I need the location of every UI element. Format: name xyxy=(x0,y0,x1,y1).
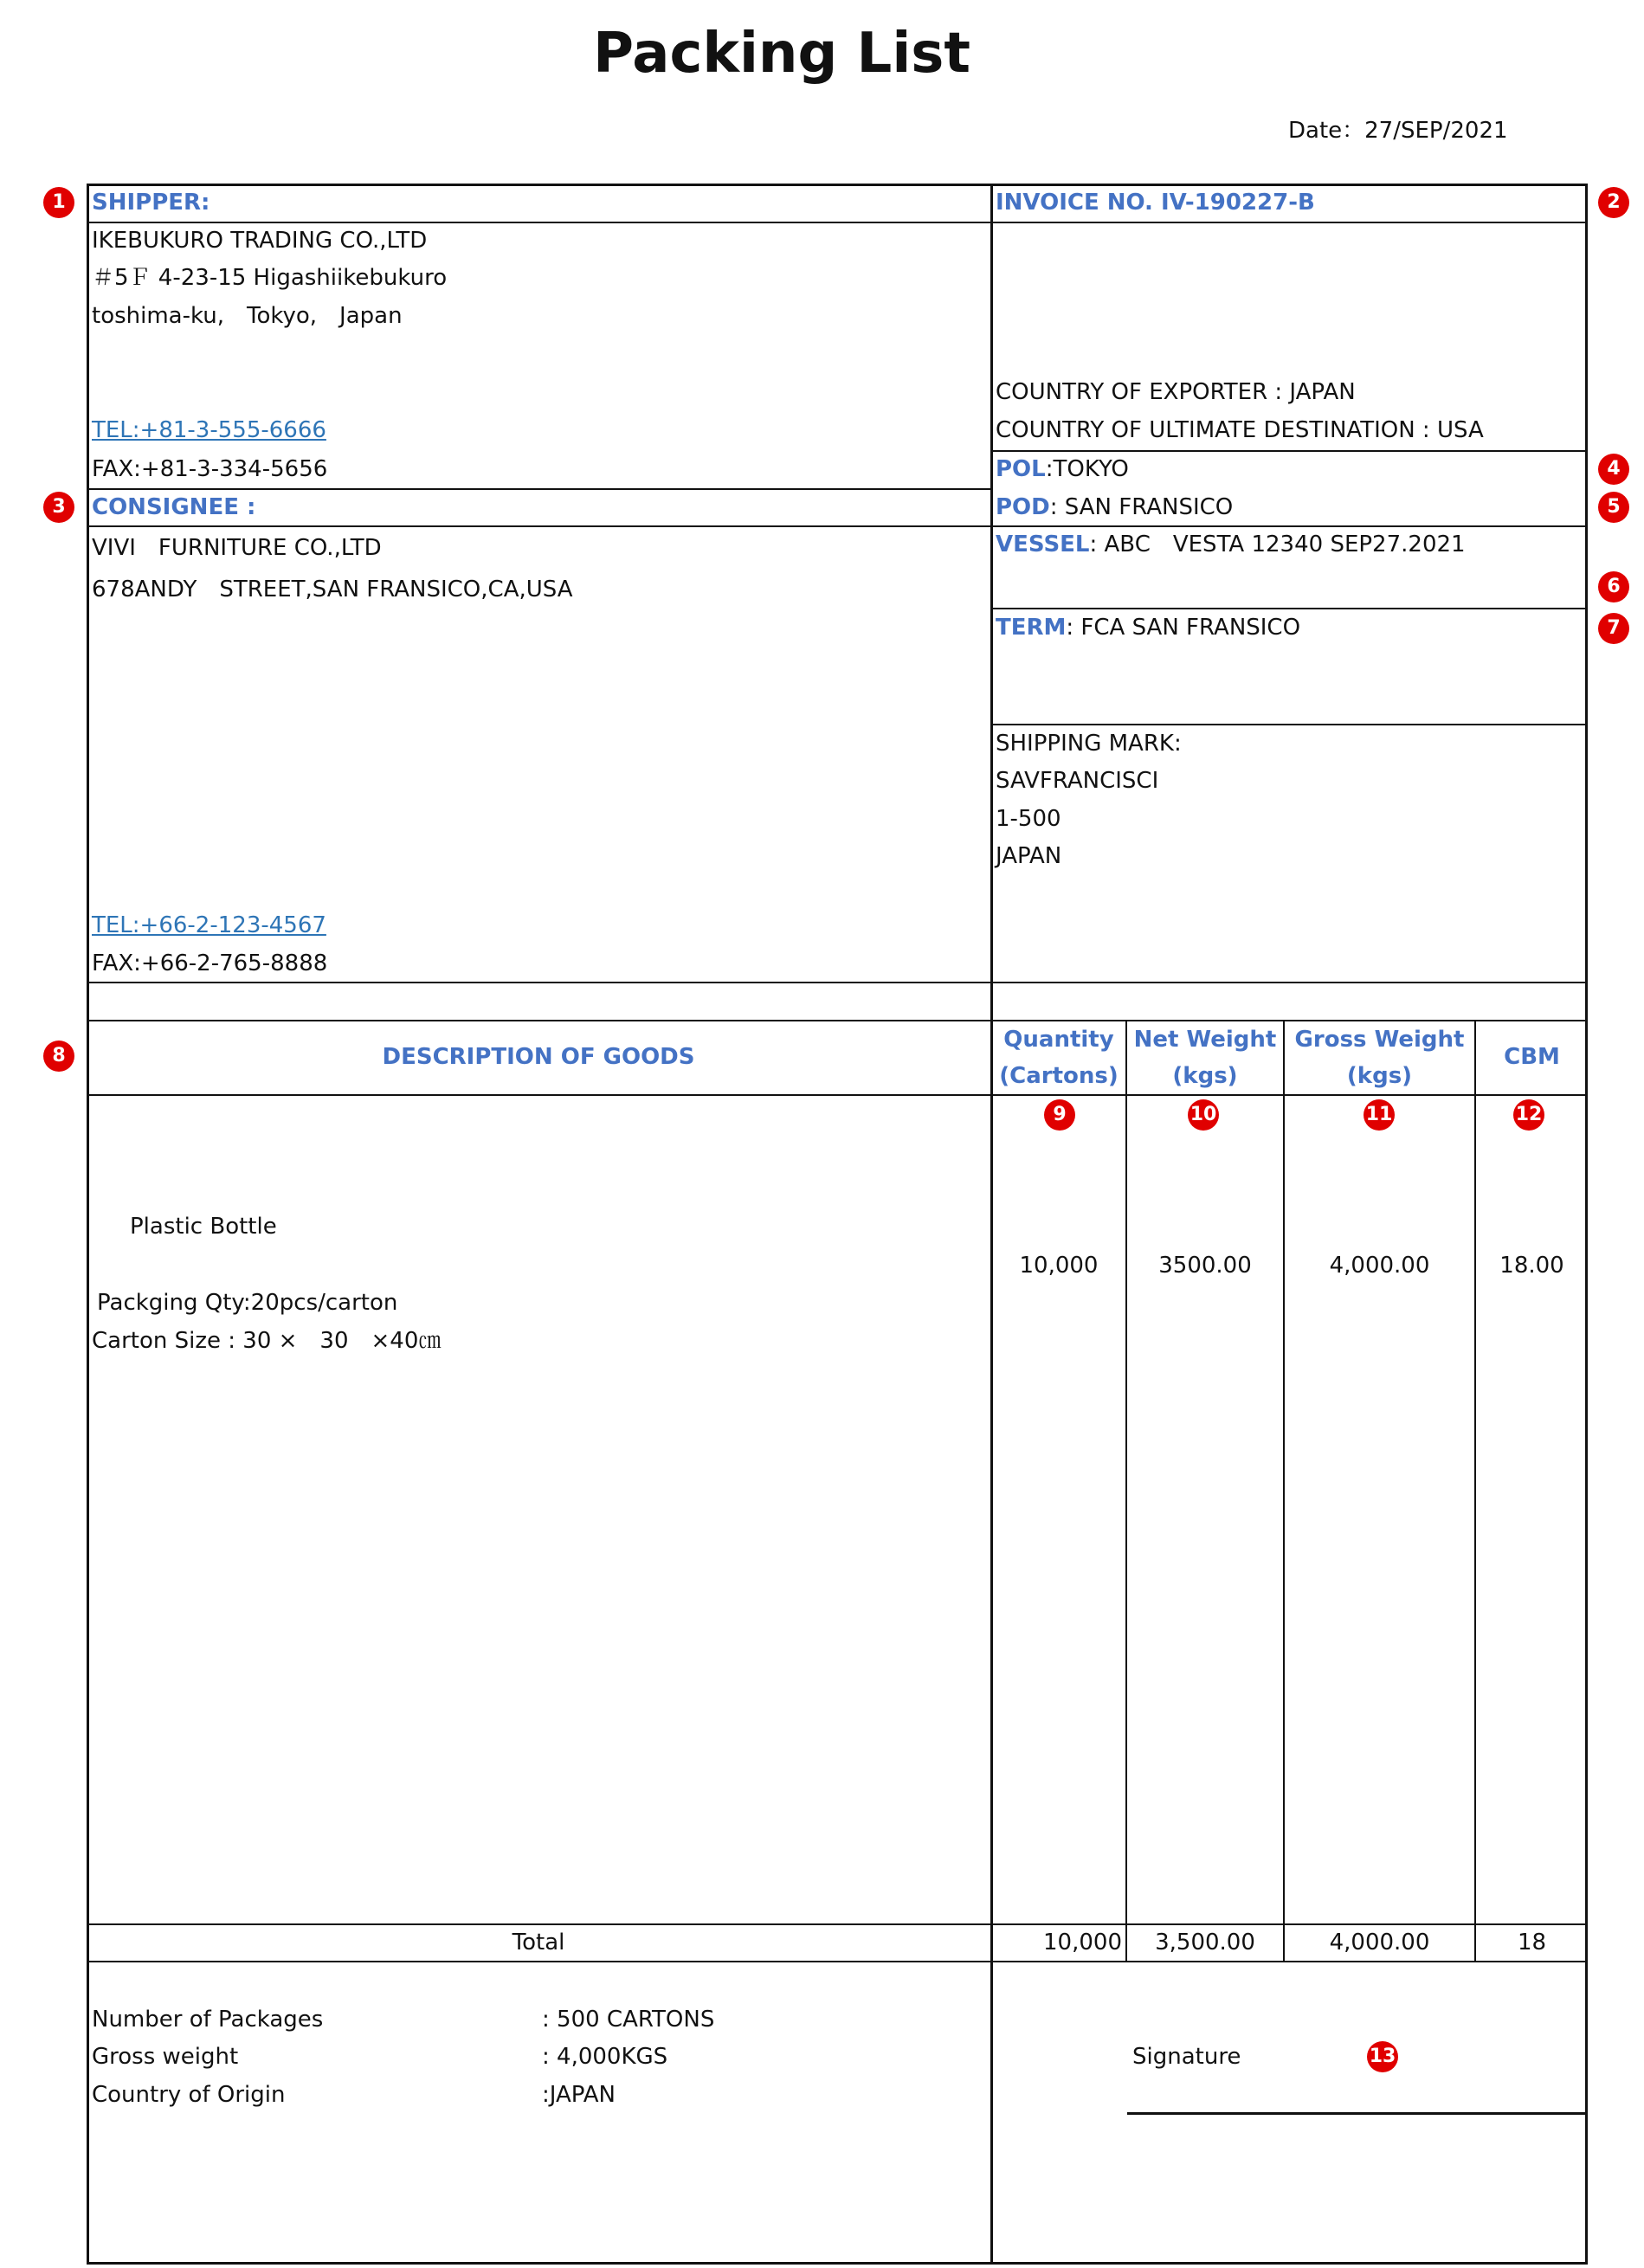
callout-badge-13: 13 xyxy=(1367,2041,1398,2072)
consignee-label: CONSIGNEE : xyxy=(92,494,256,520)
callout-badge-9: 9 xyxy=(1044,1099,1075,1131)
shipping-mark-line2: 1-500 xyxy=(996,806,1061,832)
callout-badge-2: 2 xyxy=(1598,187,1629,218)
shipper-bottom-line xyxy=(87,488,990,490)
shipper-name: IKEBUKURO TRADING CO.,LTD xyxy=(92,228,428,254)
callout-badge-5: 5 xyxy=(1598,492,1629,523)
vessel-field xyxy=(996,532,1466,558)
quantity-net-divider xyxy=(1125,1020,1127,1961)
callout-badge-6: 6 xyxy=(1598,571,1629,602)
total-label: Total xyxy=(512,1930,565,1956)
term-value: : FCA SAN FRANSICO xyxy=(1066,615,1301,641)
item-net-weight: 3500.00 xyxy=(1158,1253,1252,1279)
total-gross-weight: 4,000.00 xyxy=(1329,1930,1430,1956)
item-packaging: Packging Qty:20pcs/carton xyxy=(97,1290,398,1316)
consignee-name: VIVI FURNITURE CO.,LTD xyxy=(92,535,382,561)
shipper-fax: FAX:+81-3-334-5656 xyxy=(92,456,328,482)
gross-weight-header-line2: (kgs) xyxy=(1346,1063,1413,1089)
shipping-mark-label: SHIPPING MARK: xyxy=(996,731,1182,757)
callout-badge-11: 11 xyxy=(1364,1099,1395,1131)
shipper-tel-link[interactable]: TEL:+81-3-555-6666 xyxy=(92,417,326,443)
vessel-value: : ABC VESTA 12340 SEP27.2021 xyxy=(1089,532,1466,557)
signature-label: Signature xyxy=(1132,2044,1241,2070)
term-label: TERM xyxy=(996,615,1067,641)
callout-badge-4: 4 xyxy=(1598,454,1629,485)
item-gross-weight: 4,000.00 xyxy=(1329,1253,1430,1279)
shipping-mark-line3: JAPAN xyxy=(996,843,1062,869)
pod-label: POD xyxy=(996,494,1050,520)
callout-badge-10: 10 xyxy=(1188,1099,1219,1131)
term-field xyxy=(996,615,1300,641)
gross-weight-summary-label: Gross weight xyxy=(92,2044,239,2070)
description-header: DESCRIPTION OF GOODS xyxy=(382,1044,695,1070)
invoice-header-line xyxy=(990,222,1588,223)
vessel-bottom-line xyxy=(990,608,1588,609)
total-top-line xyxy=(87,1923,1588,1925)
quantity-header-line1: Quantity xyxy=(1003,1027,1114,1053)
item-carton-size: Carton Size : 30 × 30 ×40㎝ xyxy=(92,1328,442,1354)
item-name: Plastic Bottle xyxy=(130,1214,277,1240)
item-quantity: 10,000 xyxy=(1019,1253,1099,1279)
item-cbm: 18.00 xyxy=(1499,1253,1564,1279)
country-of-origin-label: Country of Origin xyxy=(92,2082,286,2108)
consignee-fax: FAX:+66-2-765-8888 xyxy=(92,950,328,976)
pod-field xyxy=(996,494,1233,521)
number-of-packages-label: Number of Packages xyxy=(92,2007,324,2033)
invoice-bottom-line xyxy=(990,450,1588,452)
country-of-destination: COUNTRY OF ULTIMATE DESTINATION : USA xyxy=(996,417,1484,443)
total-bottom-line xyxy=(87,1961,1588,1962)
consignee-tel-link[interactable]: TEL:+66-2-123-4567 xyxy=(92,912,326,938)
shipper-header-line xyxy=(87,222,990,223)
consignee-header-line xyxy=(87,525,990,527)
shipper-address-line1: ＃5Ｆ 4-23-15 Higashiikebukuro xyxy=(92,265,448,291)
gross-weight-header-line1: Gross Weight xyxy=(1294,1027,1465,1053)
shipper-label: SHIPPER: xyxy=(92,190,210,216)
signature-line[interactable] xyxy=(1127,2112,1588,2115)
total-net-weight: 3,500.00 xyxy=(1155,1930,1255,1956)
shipping-mark-line1: SAVFRANCISCI xyxy=(996,768,1159,794)
shipper-address-line2: toshima-ku, Tokyo, Japan xyxy=(92,303,403,329)
quantity-header-line2: (Cartons) xyxy=(999,1063,1119,1089)
party-section-bottom-line xyxy=(87,982,1588,983)
callout-badge-3: 3 xyxy=(43,492,74,523)
consignee-address: 678ANDY STREET,SAN FRANSICO,CA,USA xyxy=(92,577,573,602)
cbm-header: CBM xyxy=(1504,1044,1560,1070)
callout-badge-7: 7 xyxy=(1598,613,1629,644)
country-of-exporter: COUNTRY OF EXPORTER : JAPAN xyxy=(996,379,1356,405)
callout-badge-12: 12 xyxy=(1513,1099,1544,1131)
net-weight-header-line2: (kgs) xyxy=(1172,1063,1238,1089)
vessel-label: VESSEL xyxy=(996,532,1090,557)
gross-cbm-divider xyxy=(1474,1020,1476,1961)
pol-value: :TOKYO xyxy=(1045,456,1129,482)
number-of-packages-value: : 500 CARTONS xyxy=(542,2007,715,2033)
table-header-bottom-line xyxy=(87,1094,1588,1096)
document-date: Date：27/SEP/2021 xyxy=(1288,118,1508,144)
net-gross-divider xyxy=(1283,1020,1285,1961)
pod-bottom-line xyxy=(990,525,1588,527)
pol-field xyxy=(996,456,1129,483)
invoice-number-label: INVOICE NO. IV-190227-B xyxy=(996,190,1315,216)
document-title: Packing List xyxy=(593,22,970,86)
term-bottom-line xyxy=(990,724,1588,725)
total-cbm: 18 xyxy=(1517,1930,1547,1956)
pod-value: : SAN FRANSICO xyxy=(1049,494,1234,520)
gross-weight-summary-value: : 4,000KGS xyxy=(542,2044,668,2070)
country-of-origin-value: :JAPAN xyxy=(542,2082,616,2108)
callout-badge-1: 1 xyxy=(43,187,74,218)
callout-badge-8: 8 xyxy=(43,1041,74,1072)
pol-label: POL xyxy=(996,456,1046,482)
total-quantity: 10,000 xyxy=(1043,1930,1122,1956)
net-weight-header-line1: Net Weight xyxy=(1133,1027,1277,1053)
